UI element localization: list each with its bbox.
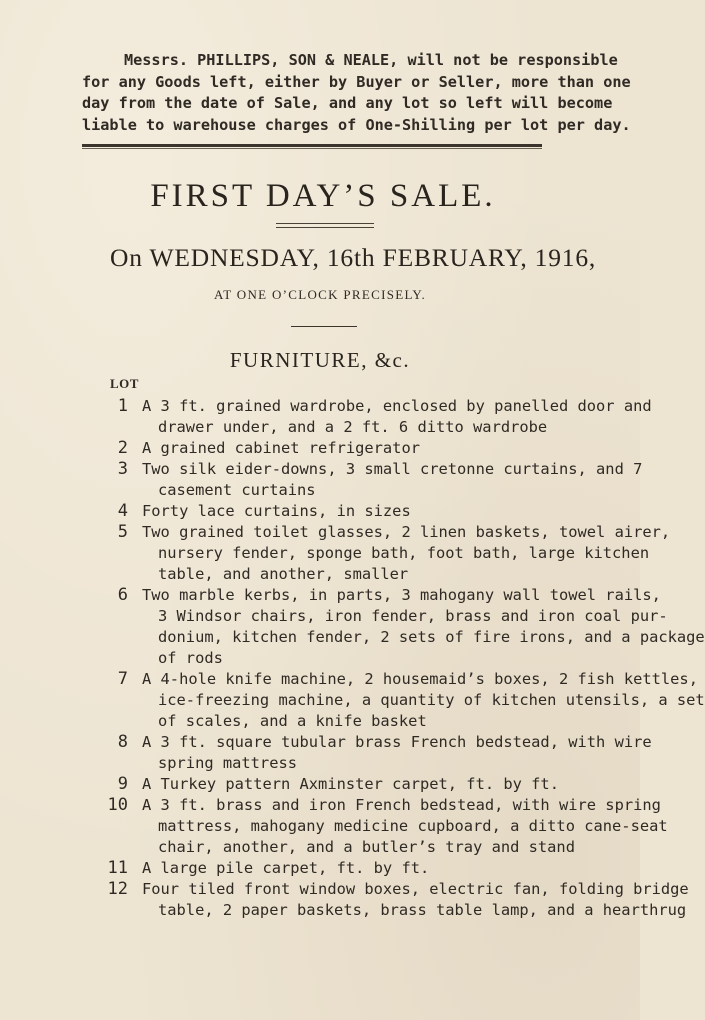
lot-description-line: A large pile carpet, ft. by ft. xyxy=(142,859,430,877)
lot-description-line: mattress, mahogany medicine cupboard, a ditto cane-seat xyxy=(158,817,668,835)
lot-description-line: Four tiled front window boxes, electric fan, folding bridge xyxy=(142,880,689,898)
lot-number: 4 xyxy=(117,501,128,521)
lot-number: 8 xyxy=(117,732,128,752)
lot-description xyxy=(142,879,689,921)
lot-description xyxy=(142,858,546,879)
section-heading: FURNITURE, &c. xyxy=(229,348,411,372)
heavy-divider xyxy=(82,144,542,147)
lot-description xyxy=(142,396,652,438)
lot-description-line: A 3 ft. square tubular brass French bedstead, with wire xyxy=(142,733,652,751)
lot-description-line: chair, another, and a butler’s tray and stand xyxy=(158,838,575,856)
lot-description-line: ice-freezing machine, a quantity of kitchen utensils, a set xyxy=(158,691,705,709)
lot-number: 2 xyxy=(117,438,128,458)
lot-number: 7 xyxy=(117,669,128,689)
lot-description-line: Forty lace curtains, in sizes xyxy=(142,502,411,520)
lot-description xyxy=(142,774,559,795)
lot-description-line: drawer under, and a 2 ft. 6 ditto wardrobe xyxy=(158,418,548,436)
lot-description-line: of rods xyxy=(158,649,223,667)
lot-description xyxy=(142,795,668,858)
lot-description xyxy=(142,501,546,522)
lot-number: 1 xyxy=(117,396,128,416)
lot-description-line: table, 2 paper baskets, brass table lamp, and a hearthrug xyxy=(158,901,687,919)
lot-description-line: 3 Windsor chairs, iron fender, brass and iron coal pur- xyxy=(158,607,668,625)
notice-line: day from the date of Sale, and any lot so left will become xyxy=(82,94,613,112)
lot-column-label: LOT xyxy=(110,376,139,391)
lot-number: 5 xyxy=(117,522,128,542)
lot-description-line: A Turkey pattern Axminster carpet, ft. by ft. xyxy=(142,775,559,793)
double-divider xyxy=(276,223,374,228)
sale-title: FIRST DAY’S SALE. xyxy=(150,178,496,214)
short-divider xyxy=(291,326,357,327)
lot-number: 11 xyxy=(107,858,128,878)
lot-description-line: nursery fender, sponge bath, foot bath, large kitchen xyxy=(158,544,650,562)
lot-description-line: Two marble kerbs, in parts, 3 mahogany wall towel rails, xyxy=(142,586,661,604)
lot-number: 6 xyxy=(117,585,128,605)
lot-number: 3 xyxy=(117,459,128,479)
lot-description-line: donium, kitchen fender, 2 sets of fire irons, and a package xyxy=(158,628,705,646)
notice-line: Messrs. PHILLIPS, SON & NEALE, will not be responsible xyxy=(124,51,618,69)
lot-number: 9 xyxy=(117,774,128,794)
responsibility-notice xyxy=(82,50,631,136)
lot-description-line: A 3 ft. brass and iron French bedstead, with wire spring xyxy=(142,796,661,814)
lot-description-line: Two silk eider-downs, 3 small cretonne curtains, and 7 xyxy=(142,460,643,478)
lot-description-line: A 3 ft. grained wardrobe, enclosed by panelled door and xyxy=(142,397,652,415)
lot-description-line: spring mattress xyxy=(158,754,297,772)
lot-description xyxy=(142,459,643,501)
sale-date: On WEDNESDAY, 16th FEBRUARY, 1916, xyxy=(110,243,597,272)
lot-description-line: table, and another, smaller xyxy=(158,565,409,583)
lot-description-line: Two grained toilet glasses, 2 linen baskets, towel airer, xyxy=(142,523,671,541)
lot-description xyxy=(142,669,705,732)
notice-line: for any Goods left, either by Buyer or Seller, more than one xyxy=(82,72,631,91)
lot-description-line: of scales, and a knife basket xyxy=(158,712,427,730)
lot-description-line: casement curtains xyxy=(158,481,316,499)
lot-description-line: A grained cabinet refrigerator xyxy=(142,439,420,457)
lot-description xyxy=(142,522,671,585)
lot-description-line: A 4-hole knife machine, 2 housemaid’s boxes, 2 fish kettles, xyxy=(142,670,698,688)
sale-time: AT ONE O’CLOCK PRECISELY. xyxy=(213,287,426,302)
lot-description xyxy=(142,732,652,774)
notice-line: liable to warehouse charges of One-Shilling per lot per day. xyxy=(82,115,631,134)
lot-description xyxy=(142,585,705,669)
lot-number: 10 xyxy=(107,795,128,815)
lot-description xyxy=(142,438,546,459)
lot-number: 12 xyxy=(107,879,128,899)
